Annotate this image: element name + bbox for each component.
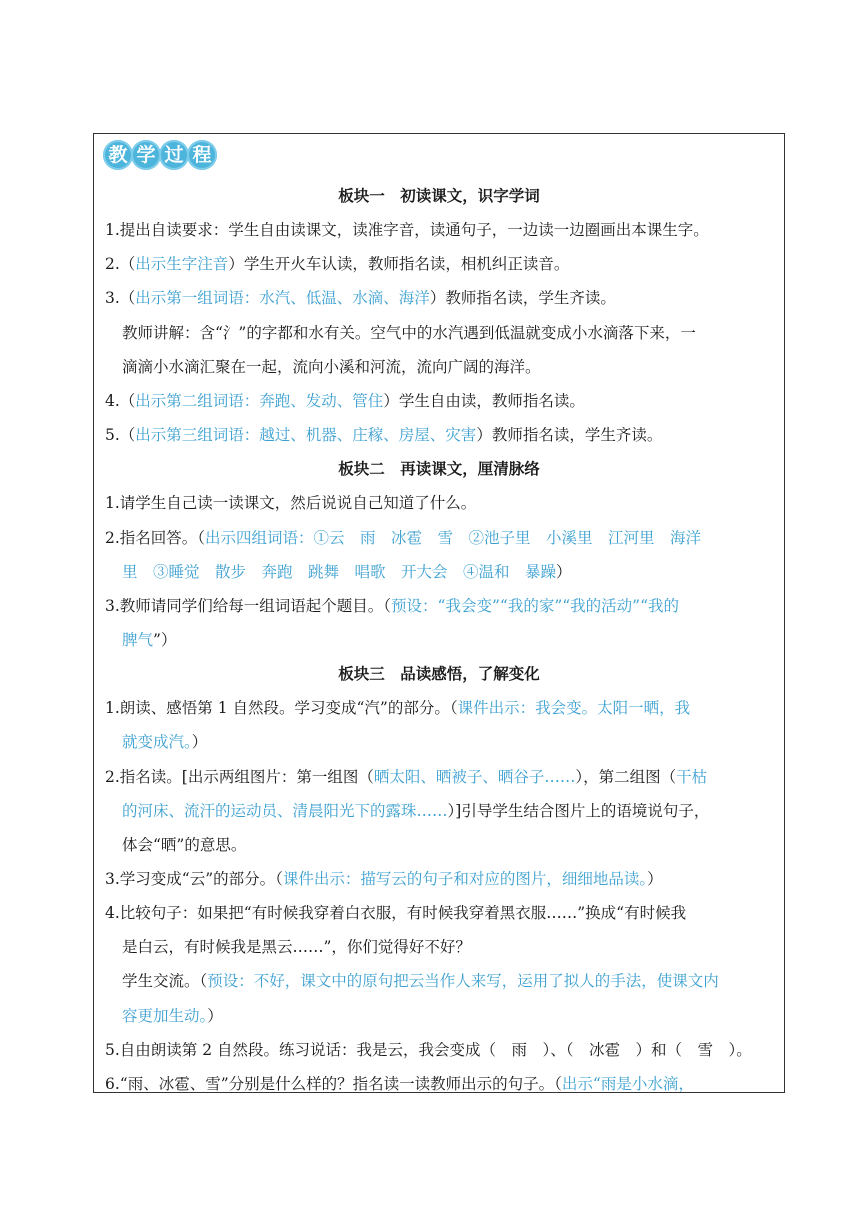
highlighted-text: 预设：“我会变”“我的家”“我的活动”“我的 <box>391 596 680 615</box>
text-segment: 1.提出自读要求：学生自由读课文，读准字音，读通句子，一边读一边圈画出本课生字。 <box>105 221 709 240</box>
text-line-continued <box>122 732 778 752</box>
badge-char: 程 <box>187 140 217 170</box>
text-segment: 3.学习变成“云”的部分。（ <box>105 870 283 888</box>
list-item <box>105 288 778 308</box>
badge-char: 过 <box>159 140 189 170</box>
highlighted-text: 出示“雨是小水滴， <box>561 1074 694 1093</box>
text-segment: ）教师指名读，学生齐读。 <box>476 426 663 445</box>
text-segment: ）学生开火车认读，教师指名读，相机纠正读音。 <box>228 255 570 274</box>
text-segment: ），第二组图（ <box>575 767 677 786</box>
text-line-continued <box>122 562 778 582</box>
section-heading <box>94 186 784 206</box>
section-heading <box>94 459 784 479</box>
text-line-continued <box>122 937 778 957</box>
teaching-process-badge <box>103 140 215 170</box>
text-line-continued <box>122 801 778 821</box>
list-item <box>105 767 778 787</box>
text-line-continued <box>122 971 778 991</box>
text-segment: 5.（ <box>105 426 136 445</box>
text-segment: ） <box>556 562 572 581</box>
highlighted-text: 课件出示：我会变。太阳一晒，我 <box>457 699 691 718</box>
section-heading <box>94 664 784 684</box>
list-item <box>105 698 778 718</box>
badge-char: 教 <box>103 140 133 170</box>
text-segment: 4.比较句子：如果把“有时候我穿着白衣服，有时候我穿着黑衣服……”换成“有时候我 <box>105 904 687 923</box>
highlighted-text: 脾气 <box>122 630 154 649</box>
highlighted-text: 里 ③睡觉 散步 奔跑 跳舞 唱歌 开大会 ④温和 暴躁 <box>122 562 557 581</box>
text-segment: 教师讲解：含“氵”的字都和水有关。空气中的水汽遇到低温就变成小水滴落下来，一 <box>122 323 696 342</box>
list-item <box>105 254 778 274</box>
highlighted-text: 出示四组词语：①云 雨 冰雹 雪 ②池子里 小溪里 江河里 海洋 <box>205 528 702 547</box>
highlighted-text: 出示第二组词语：奔跑、发动、管住 <box>135 391 384 410</box>
text-segment: 1.请学生自己读一读课文，然后说说自己知道了什么。 <box>105 494 477 513</box>
list-item <box>105 1074 778 1093</box>
list-item <box>105 869 778 889</box>
text-line-continued <box>122 835 778 855</box>
highlighted-text: 干枯 <box>676 767 708 786</box>
text-segment: ） <box>191 733 208 752</box>
text-line-continued <box>122 323 778 343</box>
highlighted-text: 出示生字注音 <box>135 255 229 274</box>
text-segment: ） <box>207 1006 223 1025</box>
highlighted-text: 晒太阳、晒被子、晒谷子…… <box>373 767 576 786</box>
text-line-continued <box>122 1006 778 1026</box>
list-item <box>105 596 778 616</box>
text-segment: 3.教师请同学们给每一组词语起个题目。（ <box>105 596 392 615</box>
text-segment: 2.指名读。[出示两组图片：第一组图（ <box>105 767 374 786</box>
list-item <box>105 425 778 445</box>
text-segment: 6.“雨、冰雹、雪”分别是什么样的？指名读一读教师出示的句子。（ <box>105 1074 562 1093</box>
list-item <box>105 391 778 411</box>
lesson-plan-frame <box>93 133 785 1093</box>
text-segment: 4.（ <box>105 391 136 410</box>
text-segment: ）]引导学生结合图片上的语境说句子， <box>447 801 710 820</box>
badge-char: 学 <box>131 140 161 170</box>
text-line-continued <box>122 357 778 377</box>
text-segment: ）学生自由读，教师指名读。 <box>383 391 585 410</box>
text-segment: 体会“晒”的意思。 <box>122 835 247 854</box>
list-item <box>105 220 778 240</box>
text-segment: 学生交流。（ <box>122 972 208 991</box>
text-segment: 1.朗读、感悟第 1 自然段。学习变成“汽”的部分。（ <box>105 699 458 718</box>
text-segment: 板块三 品读感悟，了解变化 <box>338 664 540 684</box>
text-segment: 2.（ <box>105 255 136 274</box>
text-segment: 5.自由朗读第 2 自然段。练习说话：我是云，我会变成（ 雨 ）、（ 冰雹 ）和（ 雪 ）。 <box>105 1040 752 1059</box>
text-segment: 板块二 再读课文，厘清脉络 <box>338 459 540 479</box>
text-segment: 3.（ <box>105 289 136 308</box>
highlighted-text: 容更加生动。 <box>122 1006 208 1025</box>
highlighted-text: 出示第三组词语：越过、机器、庄稼、房屋、灾害 <box>135 426 477 445</box>
text-segment: ） <box>647 870 663 888</box>
text-segment: 板块一 初读课文，识字学词 <box>338 186 540 205</box>
text-line-continued <box>122 630 778 650</box>
text-segment: 是白云，有时候我是黑云……”，你们觉得好不好？ <box>122 938 471 957</box>
text-segment: 滴滴小水滴汇聚在一起，流向小溪和河流，流向广阔的海洋。 <box>122 357 541 376</box>
list-item <box>105 528 778 548</box>
highlighted-text: 预设：不好，课文中的原句把云当作人来写，运用了拟人的手法，使课文内 <box>207 972 719 991</box>
list-item <box>105 903 778 923</box>
highlighted-text: 就变成汽。 <box>122 733 192 752</box>
highlighted-text: 课件出示：描写云的句子和对应的图片，细细地品读。 <box>282 870 648 888</box>
text-segment: ）教师指名读，学生齐读。 <box>429 289 616 308</box>
list-item <box>105 493 778 513</box>
text-segment: 2.指名回答。（ <box>105 528 206 547</box>
list-item <box>105 1040 778 1060</box>
highlighted-text: 的河床、流汗的运动员、清晨阳光下的露珠…… <box>122 801 448 820</box>
highlighted-text: 出示第一组词语：水汽、低温、水滴、海洋 <box>135 289 430 308</box>
text-segment: ”） <box>153 630 177 649</box>
